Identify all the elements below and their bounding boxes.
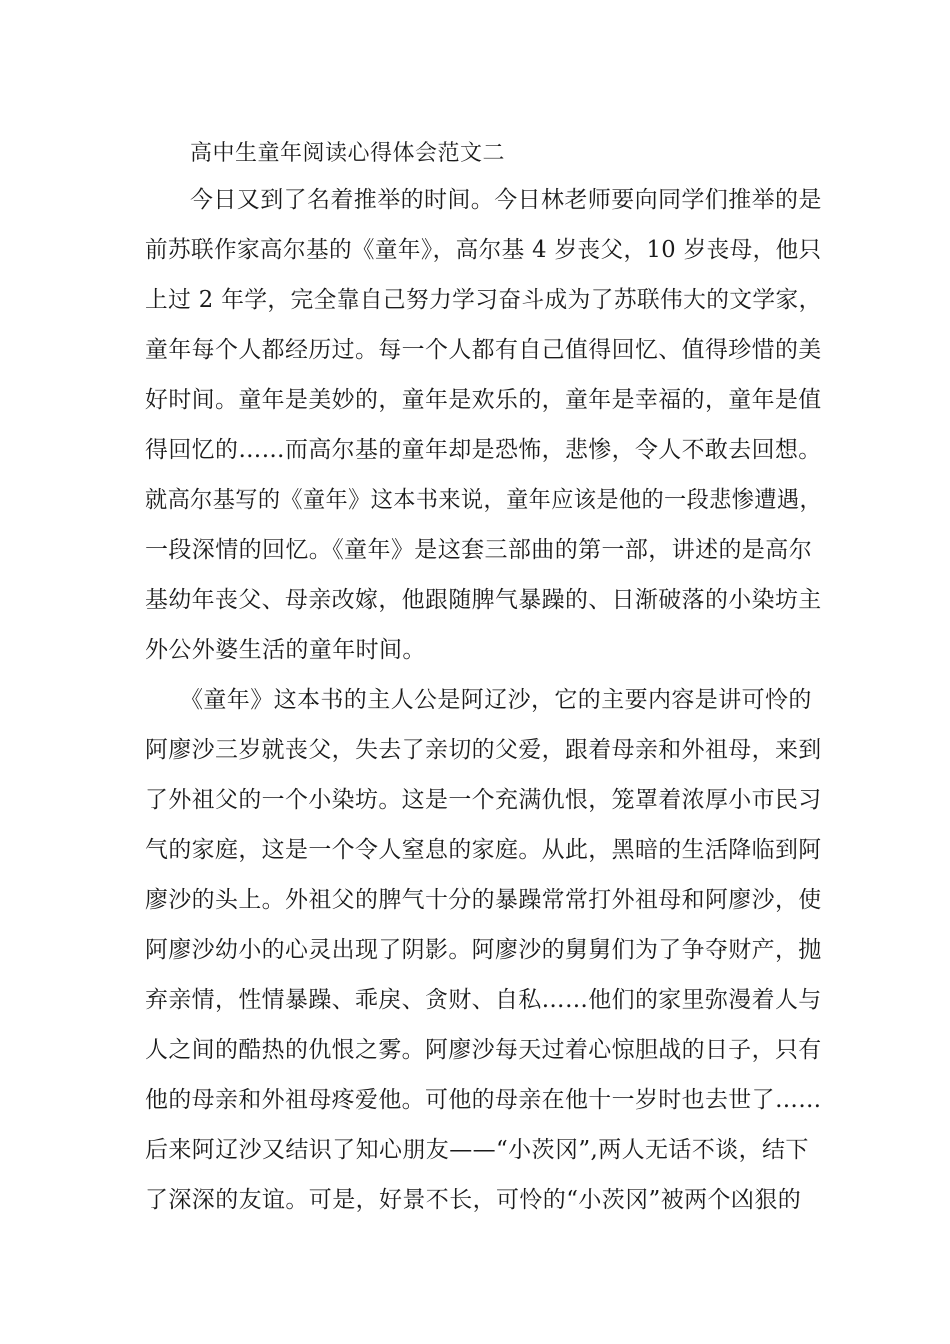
text-line: 今日又到了名着推举的时间。今日林老师要向同学们推举的是 bbox=[190, 187, 822, 213]
text-line: 得回忆的……而高尔基的童年却是恐怖，悲惨，令人不敢去回想。 bbox=[145, 437, 822, 463]
text-line: 气的家庭，这是一个令人窒息的家庭。从此，黑暗的生活降临到阿 bbox=[145, 837, 822, 863]
text-line: 上过 2 年学，完全靠自己努力学习奋斗成为了苏联伟大的文学家， bbox=[145, 287, 822, 313]
text-line: 外公外婆生活的童年时间。 bbox=[145, 637, 426, 663]
text-line: 阿廖沙三岁就丧父，失去了亲切的父爱，跟着母亲和外祖母，来到 bbox=[145, 737, 822, 763]
text-line: 了外祖父的一个小染坊。这是一个充满仇恨，笼罩着浓厚小市民习 bbox=[145, 787, 822, 813]
text-line: 了深深的友谊。可是，好景不长，可怜的“小茨冈”被两个凶狠的 bbox=[145, 1187, 802, 1213]
text-line: 弃亲情，性情暴躁、乖戾、贪财、自私……他们的家里弥漫着人与 bbox=[145, 987, 822, 1013]
text-line: 阿廖沙幼小的心灵出现了阴影。阿廖沙的舅舅们为了争夺财产，抛 bbox=[145, 937, 822, 963]
text-line: 廖沙的头上。外祖父的脾气十分的暴躁常常打外祖母和阿廖沙，使 bbox=[145, 887, 822, 913]
text-line: 《童年》这本书的主人公是阿辽沙，它的主要内容是讲可怜的 bbox=[180, 687, 812, 713]
text-line: 人之间的酷热的仇恨之雾。阿廖沙每天过着心惊胆战的日子，只有 bbox=[145, 1037, 822, 1063]
text-line: 一段深情的回忆。《童年》是这套三部曲的第一部，讲述的是高尔 bbox=[145, 537, 813, 563]
text-line: 就高尔基写的《童年》这本书来说，童年应该是他的一段悲惨遭遇， bbox=[145, 487, 823, 513]
text-line: 后来阿辽沙又结识了知心朋友——“小茨冈”,两人无话不谈，结下 bbox=[145, 1137, 809, 1163]
document-title: 高中生童年阅读心得体会范文二 bbox=[190, 141, 506, 166]
text-line: 童年每个人都经历过。每一个人都有自己值得回忆、值得珍惜的美 bbox=[145, 337, 822, 363]
text-line: 前苏联作家高尔基的《童年》，高尔基 4 岁丧父，10 岁丧母，他只 bbox=[145, 237, 822, 263]
text-line: 他的母亲和外祖母疼爱他。可他的母亲在他十一岁时也去世了…… bbox=[145, 1087, 822, 1113]
text-line: 基幼年丧父、母亲改嫁，他跟随脾气暴躁的、日渐破落的小染坊主 bbox=[145, 587, 822, 613]
text-line: 好时间。童年是美妙的，童年是欢乐的，童年是幸福的，童年是值 bbox=[145, 387, 822, 413]
